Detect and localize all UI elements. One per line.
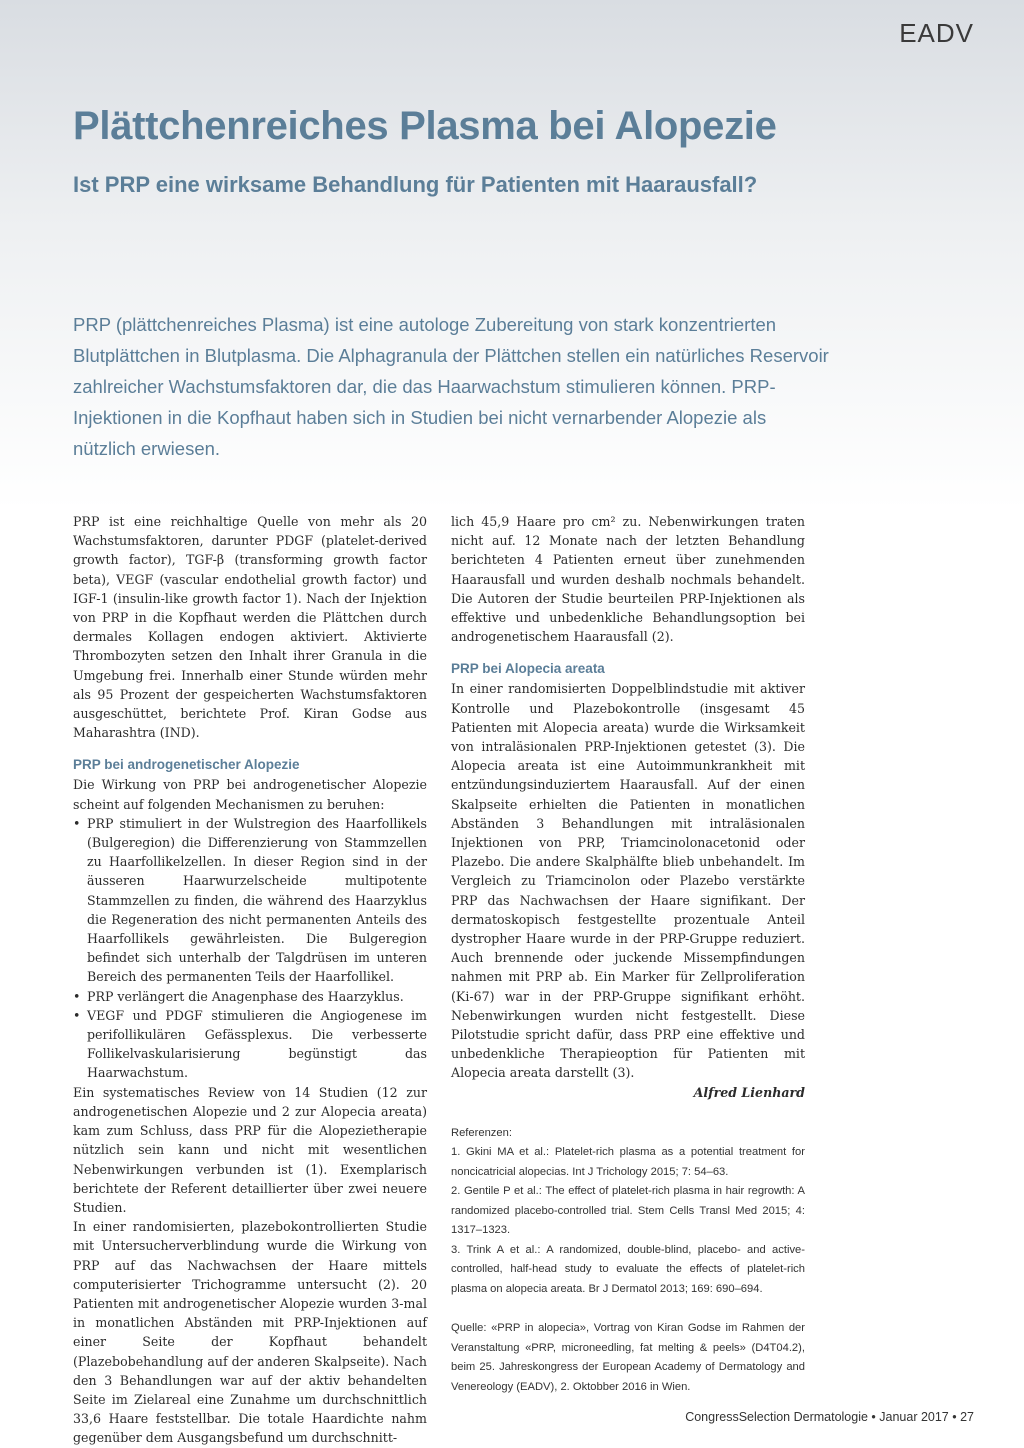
bullet-item: • PRP verlängert die Anagenphase des Haarzyklus. [87,987,427,1006]
paragraph: Die Wirkung von PRP bei androgenetischer Alopezie scheint auf folgenden Mechanismen zu beruhen: [73,777,427,812]
reference-item: 2. Gentile P et al.: The effect of platelet-rich plasma in hair regrowth: A randomized placebo-controlled trial. Stem Cells Transl Med 2015; 4: 1317–1323. [451,1185,805,1237]
section-heading: PRP bei Alopecia areata [451,661,605,677]
article-title: Plättchenreiches Plasma bei Alopezie [73,104,777,148]
article-subtitle: Ist PRP eine wirksame Behandlung für Patienten mit Haarausfall? [73,172,758,197]
paragraph: lich 45,9 Haare pro cm² zu. Nebenwirkungen traten nicht auf. 12 Monate nach der letzten Behandlung berichteten 4 Patienten erneut über zunehmenden Haarausfall und wurden deshalb nochmals behandelt. Die Autoren der Studie beurteilen PRP-Injektionen als effektive und unbedenkliche Behandlungsoption bei androgenetischem Haarausfall (2). [451,514,805,645]
paragraph: PRP ist eine reichhaltige Quelle von mehr als 20 Wachstumsfaktoren, darunter PDGF (platelet-derived growth factor), TGF-β (transforming growth factor beta), VEGF (vascular endothelial growth factor) und IGF-1 (insulin-like growth factor 1). Nach der Injektion von PRP in die Kopfhaut werden die Plättchen durch dermales Kollagen endogen aktiviert. Aktivierte Thrombozyten setzen den Inhalt ihrer Granula in die Umgebung frei. Innerhalb einer Stunde würden mehr als 95 Prozent der gespeicherten Wachstumsfaktoren ausgeschüttet, berichtete Prof. Kiran Godse aus Maharashtra (IND). [73,514,427,741]
article-lead: PRP (plättchenreiches Plasma) ist eine autologe Zubereitung von stark konzentrierten Blutplättchen in Blutplasma. Die Alphagranula der Plättchen stellen ein natürliches Reservoir zahlreicher Wachstumsfaktoren dar, die das Haarwachstum stimulieren können. PRP-Injektionen in die Kopfhaut haben sich in Studien bei nicht vernarbender Alopezie als nützlich erwiesen. [73,314,829,459]
section-label: EADV [899,18,974,48]
right-column [451,512,805,1397]
bullet-list [73,814,427,1083]
paragraph: In einer randomisierten, plazebokontrollierten Studie mit Untersucherverblindung wurde die Wirkung von PRP auf das Nachwachsen der Haare mittels computerisierter Trichogramme untersucht (2). 20 Patienten mit androgenetischer Alopezie wurden 3-mal in monatlichen Abständen mit PRP-Injektionen auf einer Seite der Kopfhaut behandelt (Plazebobehandlung auf der anderen Skalpseite). Nach den 3 Behandlungen war auf der aktiv behandelten Seite im Zielareal eine Zunahme um durchschnittlich 33,6 Haare feststellbar. Die totale Haardichte nahm gegenüber dem Ausgangsbefund um durchschnitt- [73,1219,427,1446]
source-note: Quelle: «PRP in alopecia», Vortrag von Kiran Godse im Rahmen der Veranstaltung «PRP, microneedling, fat melting & peels» (D4T04.2), beim 25. Jahreskongress der European Academy of Dermatology and Venereology (EADV), 2. Oktobber 2016 in Wien. [451,1322,805,1393]
section-heading: PRP bei androgenetischer Alopezie [73,757,300,773]
paragraph: In einer randomisierten Doppelblindstudie mit aktiver Kontrolle und Plazebokontrolle (insgesamt 45 Patienten mit Alopecia areata) wurde die Wirksamkeit von intraläsionalen PRP-Injektionen getestet (3). Die Alopecia areata ist eine Autoimmunkrankheit mit entzündungsinduziertem Haarausfall. Auf der einen Skalpseite erhielten die Patienten in monatlichen Abständen 3 Behandlungen mit intraläsionalen Injektionen von PRP, Triamcinolonacetonid oder Plazebo. Die andere Skalphälfte blieb unbehandelt. Im Vergleich zu Triamcinolon oder Plazebo verstärkte PRP das Nachwachsen der Haare signifikant. Der dermatoskopisch festgestellte prozentuale Anteil dystropher Haare wurde in der PRP-Gruppe reduziert. Auch brennende oder juckende Missempfindungen nahmen mit PRP ab. Ein Marker für Zellproliferation (Ki-67) war in der PRP-Gruppe signifikant erhöht. Nebenwirkungen wurden nicht festgestellt. Diese Pilotstudie spricht dafür, dass PRP eine effektive und unbedenkliche Therapieoption für Patienten mit Alopecia areata darstellt (3). [451,681,805,1081]
references-label: Referenzen: [451,1126,512,1139]
bullet-item: • PRP stimuliert in der Wulstregion des Haarfollikels (Bulgeregion) die Differenzierung von Stammzellen zu Haarfollikelzellen. In dieser Region sind in der äusseren Haarwurzelscheide multipotente Stammzellen zu finden, die während des Haarzyklus die Regeneration des nicht permanenten Anteils des Haarfollikels gewährleisten. Die Bulgeregion befindet sich unterhalb der Talgdrüsen im unteren Bereich des permanenten Teils der Haarfollikel. [87,814,427,987]
author-name: Alfred Lienhard [693,1084,805,1100]
page-footer: CongressSelection Dermatologie • Januar 2017 • 27 [685,1410,974,1424]
left-column [73,512,427,1448]
bullet-item: • VEGF und PDGF stimulieren die Angiogenese im perifollikulären Gefässplexus. Die verbesserte Follikelvaskularisierung begünstigt das Haarwachstum. [87,1006,427,1083]
reference-item: 1. Gkini MA et al.: Platelet-rich plasma as a potential treatment for noncicatricial alopecias. Int J Trichology 2015; 7: 54–63. [451,1146,805,1178]
reference-item: 3. Trink A et al.: A randomized, double-blind, placebo- and active-controlled, half-head study to evaluate the effects of platelet-rich plasma on alopecia areata. Br J Dermatol 2013; 169: 690–694. [451,1243,805,1295]
paragraph: Ein systematisches Review von 14 Studien (12 zur androgenetischen Alopezie und 2 zur Alopecia areata) kam zum Schluss, dass PRP für die Alopezietherapie nützlich sein kann und nicht mit wesentlichen Nebenwirkungen verbunden ist (1). Exemplarisch berichtete der Referent detaillierter über zwei neuere Studien. [73,1084,427,1215]
